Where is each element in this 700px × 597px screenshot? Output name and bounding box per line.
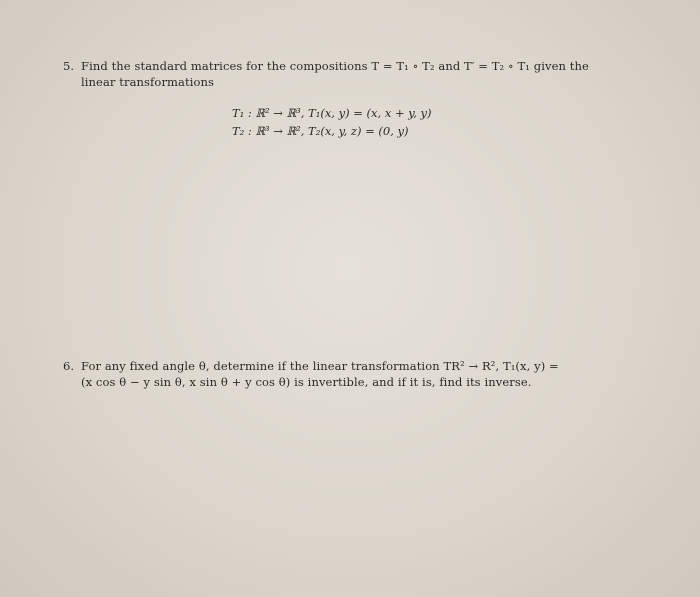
problem-6-line-2: (x cos θ − y sin θ, x sin θ + y cos θ) is invertible, and if it is, find its inverse. <box>81 375 532 389</box>
equation-t1: T₁ : ℝ² → ℝ³, T₁(x, y) = (x, x + y, y) <box>232 106 432 120</box>
problem-5-equations <box>232 104 432 140</box>
equation-t2: T₂ : ℝ³ → ℝ², T₂(x, y, z) = (0, y) <box>232 124 409 138</box>
problem-6 <box>63 358 603 390</box>
problem-5-text-1: Find the standard matrices for the compositions T = T₁ ∘ T₂ and T′ = T₂ ∘ T₁ given the <box>81 59 589 73</box>
problem-6-text-1: For any fixed angle θ, determine if the linear transformation TR² → R², T₁(x, y) = <box>81 359 559 373</box>
problem-5-line-2: linear transformations <box>81 75 215 89</box>
problem-6-number: 6. <box>63 359 75 373</box>
problem-6-line-1 <box>63 358 603 374</box>
problem-5 <box>63 58 608 90</box>
problem-5-number: 5. <box>63 59 75 73</box>
problem-5-line-1 <box>63 58 608 74</box>
